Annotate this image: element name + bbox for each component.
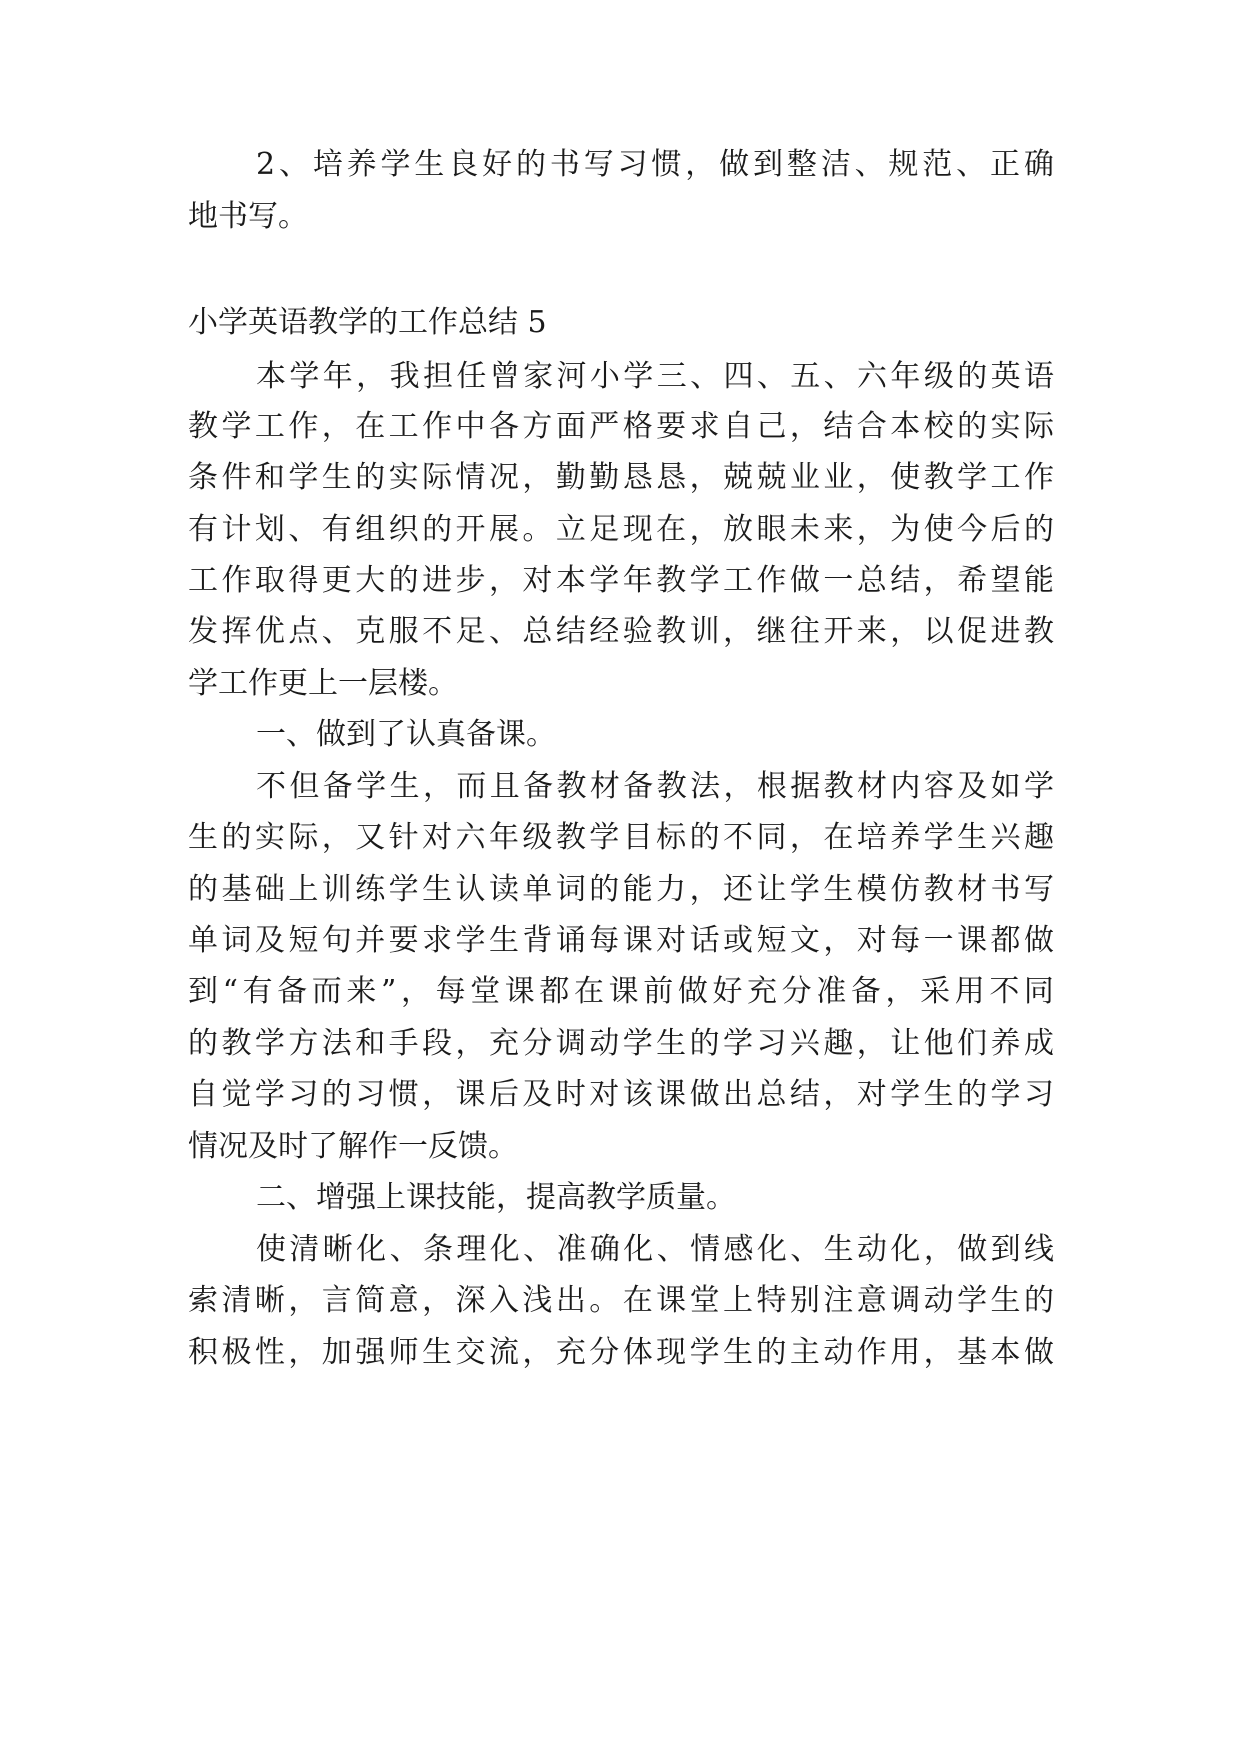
paragraph-line: 单 词 及 短 句 并 要 求 学 生 背 诵 每 课 对 话 或 短 文 ， 对 每 一 课 都 做 (188, 923, 1054, 958)
paragraph-heading: 二、增强上课技能，提高教学质量。 (256, 1180, 736, 1215)
paragraph-line: 本 学 年 ， 我 担 任 曾 家 河 小 学 三 、 四 、 五 、 六 年 级 的 英 语 (256, 359, 1054, 394)
paragraph-line: 发 挥 优 点 、 克 服 不 足 、 总 结 经 验 教 训 ， 继 往 开 来 ， 以 促 进 教 (188, 614, 1054, 649)
paragraph-line: 使 清 晰 化 、 条 理 化 、 准 确 化 、 情 感 化 、 生 动 化 ， 做 到 线 (256, 1232, 1054, 1267)
paragraph-line: 2 、 培 养 学 生 良 好 的 书 写 习 惯 ， 做 到 整 洁 、 规 范 、 正 确 (256, 147, 1054, 182)
paragraph-line: 不 但 备 学 生 ， 而 且 备 教 材 备 教 法 ， 根 据 教 材 内 容 及 如 学 (256, 769, 1054, 804)
paragraph-line: 条 件 和 学 生 的 实 际 情 况 ， 勤 勤 恳 恳 ， 兢 兢 业 业 ， 使 教 学 工 作 (188, 460, 1054, 495)
paragraph-line: 索 清 晰 ， 言 简 意 ， 深 入 浅 出 。 在 课 堂 上 特 别 注 意 调 动 学 生 的 (188, 1283, 1054, 1318)
paragraph-line: 情况及时了解作一反馈。 (188, 1129, 518, 1164)
paragraph-heading: 一、做到了认真备课。 (256, 717, 556, 752)
document-page (188, 0, 1054, 1754)
paragraph-line: 工 作 取 得 更 大 的 进 步 ， 对 本 学 年 教 学 工 作 做 一 总 结 ， 希 望 能 (188, 563, 1054, 598)
paragraph-line: 积 极 性 ， 加 强 师 生 交 流 ， 充 分 体 现 学 生 的 主 动 作 用 ， 基 本 做 (188, 1335, 1054, 1370)
paragraph-line: 的 基 础 上 训 练 学 生 认 读 单 词 的 能 力 ， 还 让 学 生 模 仿 教 材 书 写 (188, 872, 1054, 907)
paragraph-line: 教 学 工 作 ， 在 工 作 中 各 方 面 严 格 要 求 自 己 ， 结 合 本 校 的 实 际 (188, 409, 1054, 444)
paragraph-line: 有 计 划 、 有 组 织 的 开 展 。 立 足 现 在 ， 放 眼 未 来 ， 为 使 今 后 的 (188, 512, 1054, 547)
paragraph-line: 自 觉 学 习 的 习 惯 ， 课 后 及 时 对 该 课 做 出 总 结 ， 对 学 生 的 学 习 (188, 1077, 1054, 1112)
section-title: 小学英语教学的工作总结 5 (188, 305, 547, 340)
paragraph-line: 地书写。 (188, 199, 308, 234)
paragraph-line: 生 的 实 际 ， 又 针 对 六 年 级 教 学 目 标 的 不 同 ， 在 培 养 学 生 兴 趣 (188, 820, 1054, 855)
paragraph-line: 的 教 学 方 法 和 手 段 ， 充 分 调 动 学 生 的 学 习 兴 趣 ， 让 他 们 养 成 (188, 1026, 1054, 1061)
paragraph-line: 到 “ 有 备 而 来 ” ， 每 堂 课 都 在 课 前 做 好 充 分 准 备 ， 采 用 不 同 (188, 974, 1054, 1009)
paragraph-line: 学工作更上一层楼。 (188, 666, 458, 701)
